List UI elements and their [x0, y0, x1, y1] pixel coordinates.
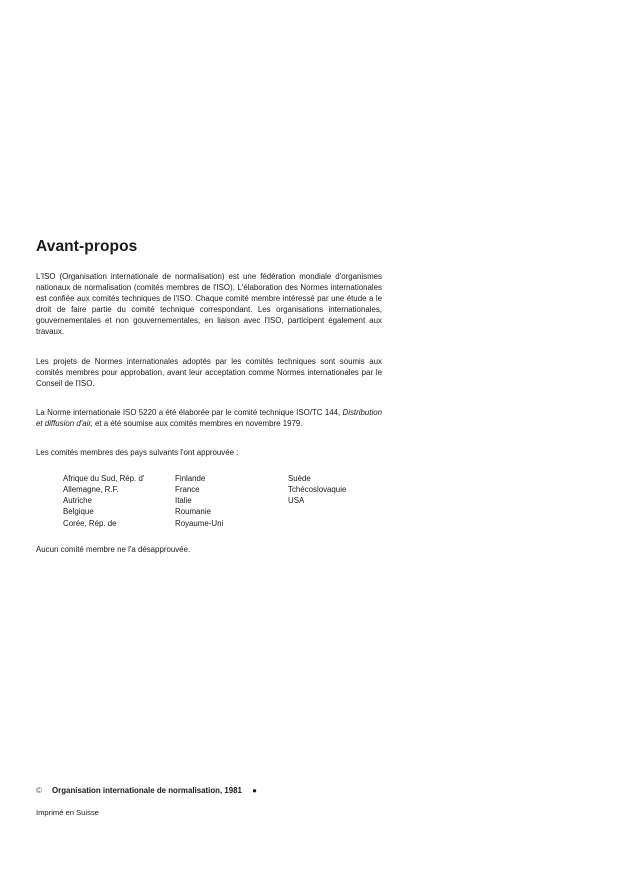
- country-item: Suède: [288, 474, 311, 484]
- page-title: Avant-propos: [36, 238, 138, 255]
- country-item: USA: [288, 496, 305, 506]
- paragraph-standard-origin: [36, 407, 382, 429]
- country-item: Afrique du Sud, Rép. d': [63, 474, 145, 484]
- country-item: Corée, Rép. de: [63, 518, 117, 528]
- country-item: Royaume-Uni: [175, 518, 224, 528]
- country-item: Allemagne, R.F.: [63, 485, 119, 495]
- copyright-line: [36, 786, 257, 795]
- paragraph-approval-process: Les projets de Normes internationales adoptés par les comités techniques sont soumis aux comités membres pour approbation, avant leur acceptation comme Normes internationales par le Conseil de l'ISO.: [36, 356, 382, 388]
- copyright-icon: ©: [36, 786, 42, 795]
- country-item: Tchécoslovaquie: [288, 485, 347, 495]
- foreword-section: [36, 238, 382, 573]
- country-column-2: [175, 473, 223, 528]
- country-item: Roumanie: [175, 507, 211, 517]
- country-item: France: [175, 485, 200, 495]
- standard-origin-text: La Norme internationale ISO 5220 a été élaborée par le comité technique ISO/TC 144,: [36, 407, 341, 417]
- paragraph-iso-intro: L'ISO (Organisation internationale de normalisation) est une fédération mondiale d'organismes nationaux de normalisation (comités membres de l'ISO). L'élaboration des Normes internationales est confiée aux comités techniques de l'ISO. Chaque comité membre intéressé par une étude a le droit de faire partie du comité technique correspondant. Les organisations internationales, gouvernementales et non gouvernementales, en liaison avec l'ISO, participent également aux travaux.: [36, 272, 382, 337]
- approval-intro: Les comités membres des pays suivants l'ont approuvée :: [36, 448, 239, 458]
- country-item: Italie: [175, 496, 192, 506]
- paragraph-disapproval: Aucun comité membre ne l'a désapprouvée.: [36, 545, 191, 555]
- printed-in-note: Imprimé en Suisse: [36, 808, 99, 817]
- standard-origin-text-end: et a été soumise aux comités membres en novembre 1979.: [94, 418, 303, 428]
- committee-title: Distribution et diffusion d'air,: [36, 407, 382, 428]
- country-item: Belgique: [63, 507, 94, 517]
- country-column-1: [63, 473, 144, 528]
- country-column-3: [288, 473, 346, 506]
- bullet-icon: ●: [252, 786, 257, 795]
- country-list: [36, 473, 382, 528]
- copyright-text: Organisation internationale de normalisation, 1981: [52, 786, 242, 795]
- country-item: Finlande: [175, 474, 206, 484]
- country-item: Autriche: [63, 496, 92, 506]
